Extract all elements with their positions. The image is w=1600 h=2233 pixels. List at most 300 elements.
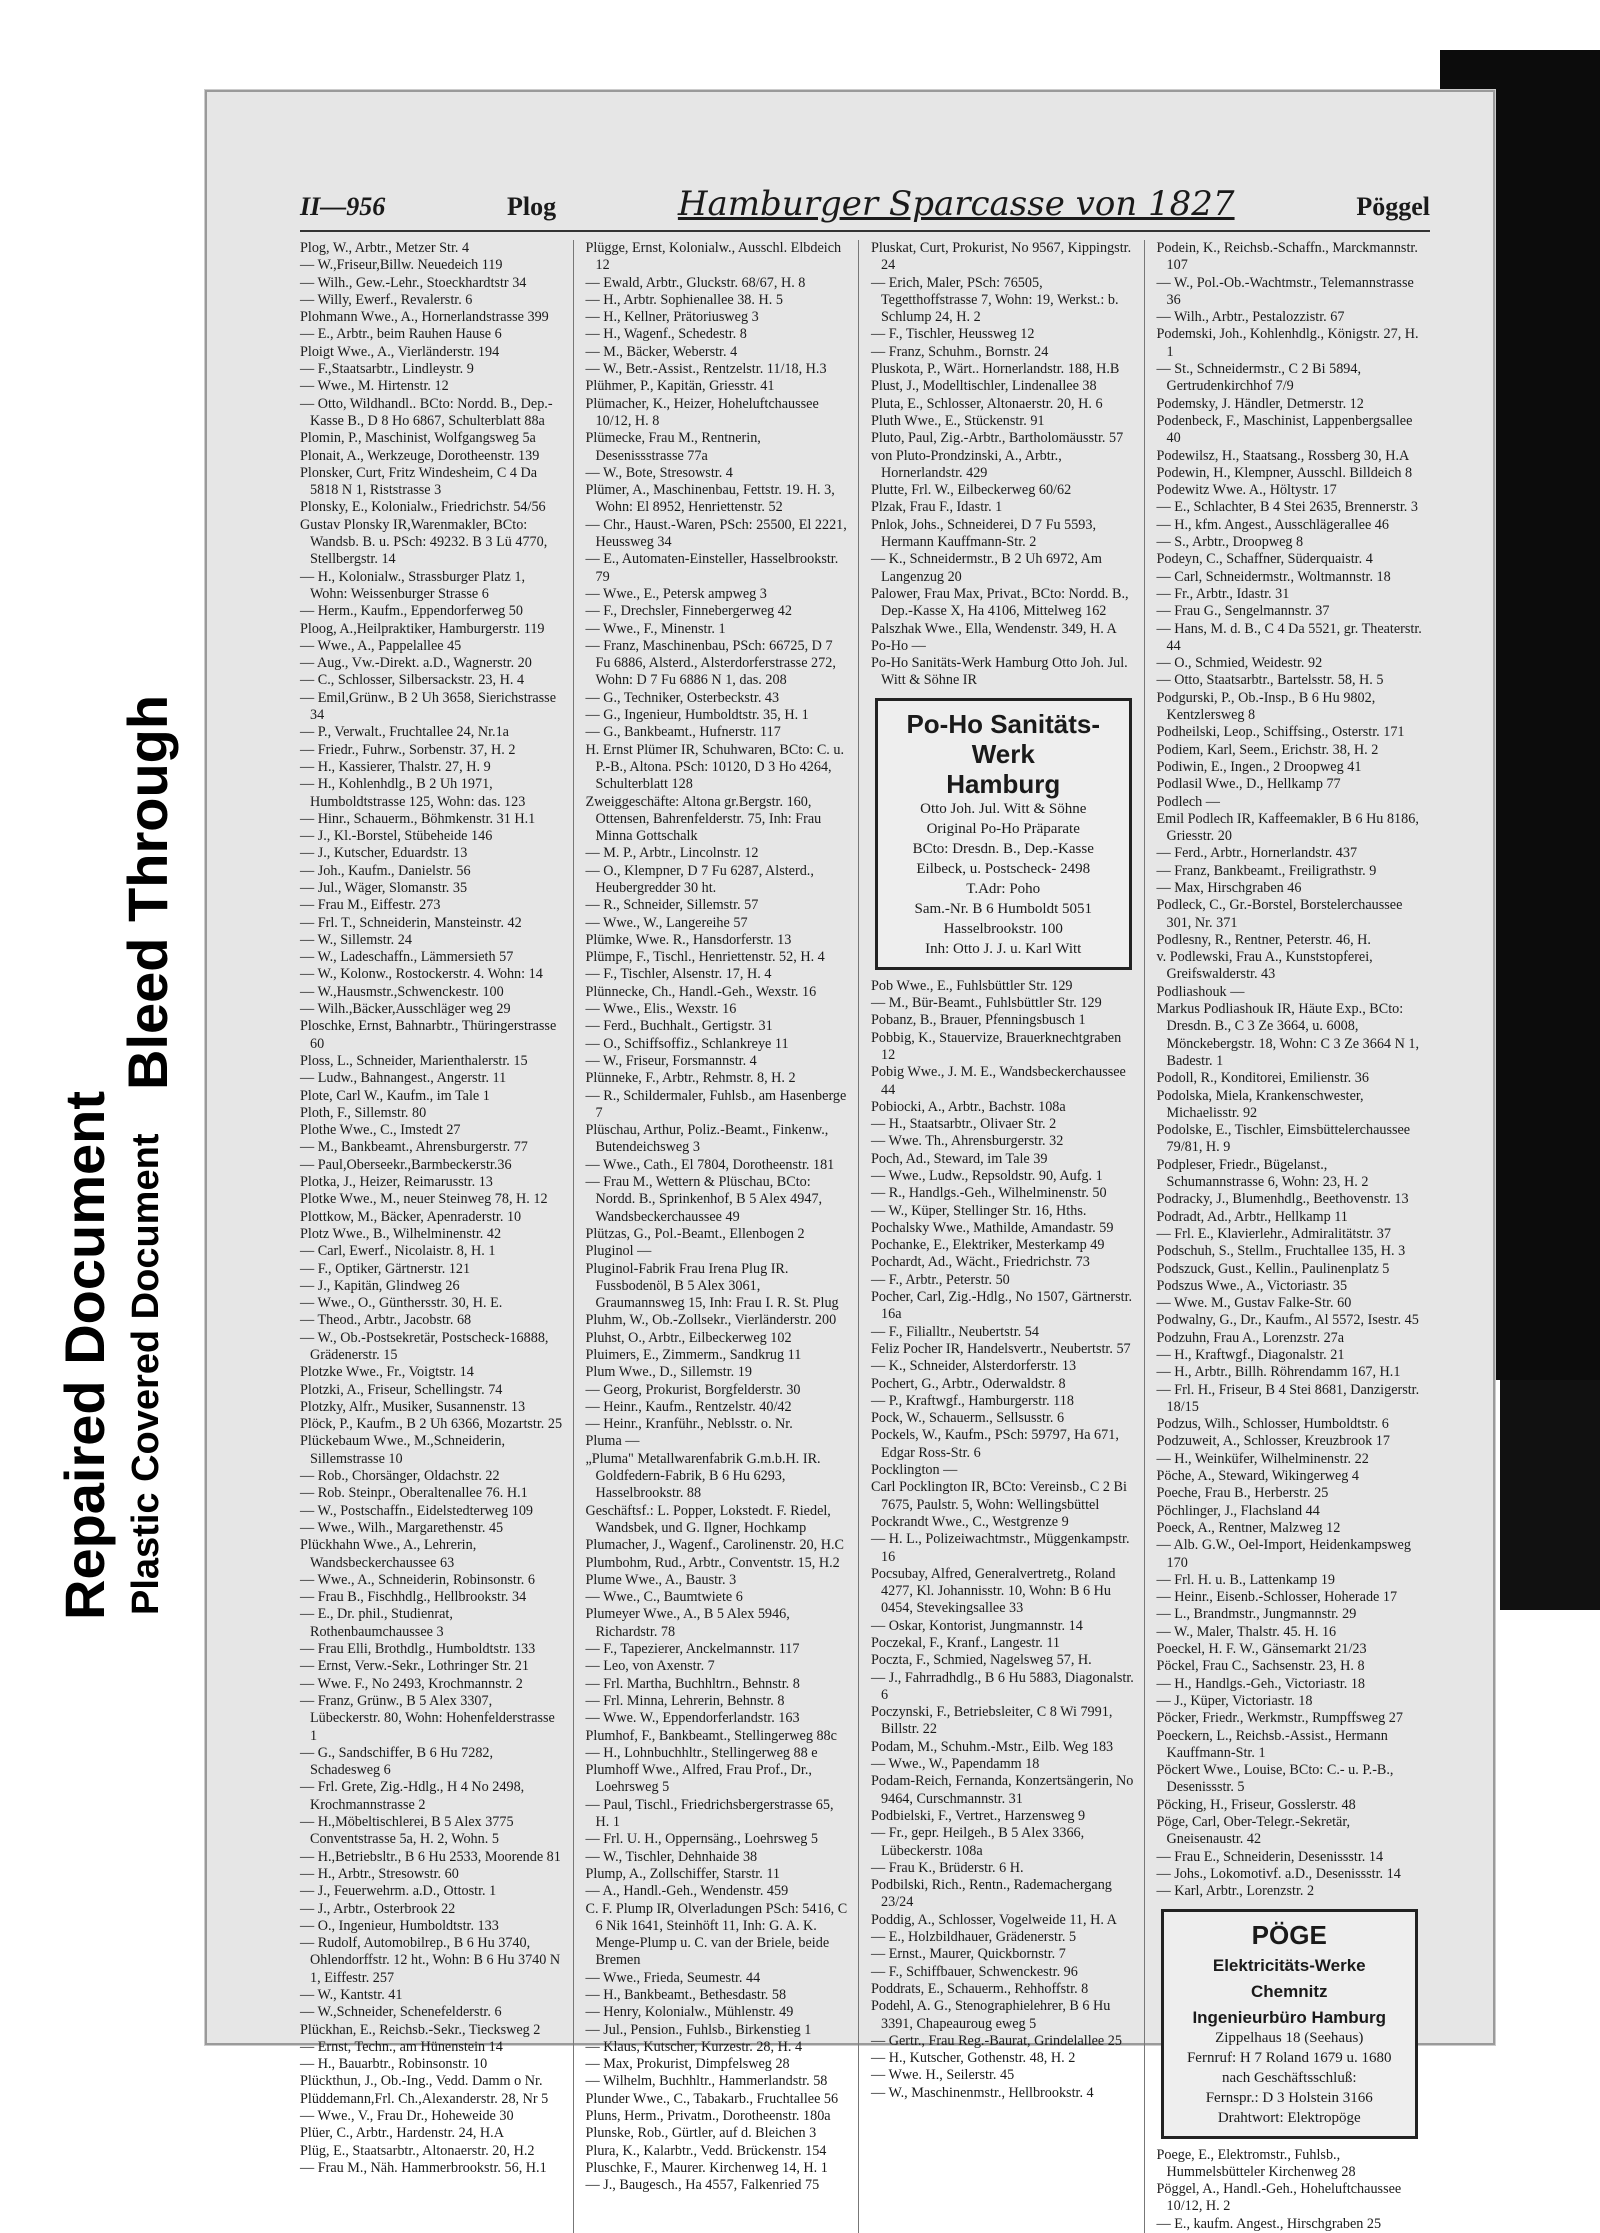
directory-entry: — J., Feuerwehrm. a.D., Ottostr. 1 bbox=[300, 1883, 497, 1900]
directory-entry: Plog, W., Arbtr., Metzer Str. 4 bbox=[300, 240, 470, 256]
directory-entry: Pocher, Carl, Zig.-Hdlg., No 1507, Gärtnerstr. 16a bbox=[871, 1289, 1133, 1323]
directory-entry: Poddig, A., Schlosser, Vogelweide 11, H. A bbox=[871, 1911, 1117, 1928]
directory-entry: Poeche, Frau B., Herberstr. 25 bbox=[1156, 1485, 1329, 1502]
directory-entry: Poege, E., Elektromstr., Fuhlsb., Hummelsbütteler Kirchenweg 28 bbox=[1156, 2146, 1356, 2180]
directory-entry: — J., Kl.-Borstel, Stübeheide 146 bbox=[300, 828, 493, 845]
directory-entry: Plünnecke, Ch., Handl.-Geh., Wexstr. 16 bbox=[585, 983, 817, 1000]
directory-entry: — H.,Betriebsltr., B 6 Hu 2533, Moorende 81 bbox=[300, 1848, 561, 1865]
directory-entry: — H. L., Polizeiwachtmstr., Müggenkampstr. 16 bbox=[871, 1531, 1130, 1565]
directory-entry: — O., Schmied, Weidestr. 92 bbox=[1156, 655, 1323, 672]
directory-entry: — R., Handlgs.-Geh., Wilhelminenstr. 50 bbox=[871, 1185, 1107, 1202]
directory-entry: — Wwe., Ludw., Repsoldstr. 90, Aufg. 1 bbox=[871, 1167, 1103, 1184]
directory-entry: — H., Handlgs.-Geh., Victoriastr. 18 bbox=[1156, 1675, 1366, 1692]
directory-entry: — Wwe., Cath., El 7804, Dorotheenstr. 181 bbox=[585, 1156, 835, 1173]
directory-entry: — Wwe. M., Gustav Falke-Str. 60 bbox=[1156, 1295, 1352, 1312]
directory-entry: — Frl. T., Schneiderin, Mansteinstr. 42 bbox=[300, 914, 522, 931]
directory-entry: Pluto, Paul, Zig.-Arbtr., Bartholomäusstr. 57 bbox=[871, 430, 1124, 447]
directory-entry: Podzuweit, A., Schlosser, Kreuzbrook 17 bbox=[1156, 1433, 1390, 1450]
directory-entry: — R., Schneider, Sillemstr. 57 bbox=[585, 897, 759, 914]
directory-entry: — H., Weinküfer, Wilhelminenstr. 22 bbox=[1156, 1450, 1369, 1467]
directory-entry: — Ewald, Arbtr., Gluckstr. 68/67, H. 8 bbox=[585, 274, 806, 291]
directory-entry: — Ernst, Techn., am Hünenstein 14 bbox=[300, 2038, 503, 2055]
directory-entry: Plunske, Rob., Gürtler, auf d. Bleichen 3 bbox=[585, 2125, 817, 2142]
directory-entry: — Wwe., A., Pappelallee 45 bbox=[300, 637, 462, 654]
directory-entry: Markus Podliashouk IR, Häute Exp., BCto: Dresdn. B., C 3 Ze 3664, u. 6008, Mönckebergstr. 18, Wohn: C 3 Ze 3664 N 1, Badestr. 1 bbox=[1156, 1001, 1420, 1069]
directory-entry: Podewilsz, H., Staatsang., Rossberg 30, H.A bbox=[1156, 447, 1410, 464]
directory-entry: — R., Schildermaler, Fuhlsb., am Hasenberge 7 bbox=[585, 1087, 847, 1121]
directory-entry: Pluginol — bbox=[585, 1243, 652, 1260]
directory-entry: — Leo, von Axenstr. 7 bbox=[585, 1658, 715, 1675]
directory-entry: Podein, K., Reichsb.-Schaffn., Marckmannstr. 107 bbox=[1156, 240, 1418, 274]
directory-entry: Pluma — bbox=[585, 1433, 640, 1450]
directory-entry: — Ferd., Buchhalt., Gertigstr. 31 bbox=[585, 1018, 773, 1035]
directory-entry: Pochalsky Wwe., Mathilde, Amandastr. 59 bbox=[871, 1219, 1114, 1236]
po-ho-ad-line5: Sam.-Nr. B 6 Humboldt 5051 bbox=[914, 900, 1092, 917]
directory-entry: — Chr., Haust.-Waren, PSch: 25500, El 2221, Heussweg 34 bbox=[585, 516, 847, 551]
directory-entry: Plühmer, P., Kapitän, Griesstr. 41 bbox=[585, 378, 775, 395]
directory-entry: Pöcker, Friedr., Werkmstr., Rumpffsweg 27 bbox=[1156, 1710, 1403, 1727]
directory-entry: Pöchlinger, J., Flachsland 44 bbox=[1156, 1502, 1320, 1519]
directory-entry: — Frl. Minna, Lehrerin, Behnstr. 8 bbox=[585, 1692, 785, 1709]
directory-entry: — Frau M., Wettern & Plüschau, BCto: Nordd. B., Sprinkenhof, B 5 Alex 4947, Wandsbeckerchaussee 49 bbox=[585, 1174, 823, 1225]
directory-entry: — Hans, M. d. B., C 4 Da 5521, gr. Theaterstr. 44 bbox=[1156, 620, 1422, 654]
directory-entry: — Frl. Martha, Buchhltrn., Behnstr. 8 bbox=[585, 1675, 800, 1692]
directory-entry: — Emil,Grünw., B 2 Uh 3658, Sierichstrasse 34 bbox=[300, 689, 557, 724]
directory-entry: Pocsubay, Alfred, Generalvertretg., Roland 4277, Kl. Johannisstr. 10, Wohn: B 6 Hu 0454, Stevekingsallee 33 bbox=[871, 1565, 1116, 1617]
directory-entry: — E., Automaten-Einsteller, Hasselbrookstr. 79 bbox=[585, 551, 839, 585]
directory-entry: Po-Ho — bbox=[871, 637, 926, 654]
directory-entry: Pochanke, E., Elektriker, Mesterkamp 49 bbox=[871, 1237, 1105, 1254]
directory-entry: — K., Schneidermstr., B 2 Uh 6972, Am Langenzug 20 bbox=[871, 551, 1102, 585]
directory-entry: Pöcking, H., Friseur, Gosslerstr. 48 bbox=[1156, 1796, 1356, 1813]
directory-entry: — H., Staatsarbtr., Olivaer Str. 2 bbox=[871, 1116, 1057, 1133]
overlay-label-plastic: Plastic Covered Document bbox=[125, 1133, 167, 1615]
directory-entry: — F., Tischler, Heussweg 12 bbox=[871, 326, 1035, 343]
directory-entry: — E., Schlachter, B 4 Stei 2635, Brennerstr. 3 bbox=[1156, 499, 1418, 516]
directory-entry: Podemsky, J. Händler, Detmerstr. 12 bbox=[1156, 395, 1364, 412]
directory-entry: Podschuh, S., Stellm., Fruchtallee 135, H. 3 bbox=[1156, 1243, 1406, 1260]
directory-entry: Emil Podlech IR, Kaffeemakler, B 6 Hu 8186, Griesstr. 20 bbox=[1156, 810, 1419, 845]
directory-entry: — Wwe. Th., Ahrensburgerstr. 32 bbox=[871, 1133, 1064, 1150]
directory-entry: Poch, Ad., Steward, im Tale 39 bbox=[871, 1150, 1048, 1167]
directory-entry: — Franz, Schuhm., Bornstr. 24 bbox=[871, 343, 1049, 360]
directory-entry: — S., Arbtr., Droopweg 8 bbox=[1156, 534, 1304, 551]
directory-entry: H. Ernst Plümer IR, Schuhwaren, BCto: C. u. P.-B., Altona. PSch: 10120, D 3 Ho 4264, Schulterblatt 128 bbox=[585, 741, 845, 793]
directory-entry: — Fr., gepr. Heilgeh., B 5 Alex 3366, Lübeckerstr. 108a bbox=[871, 1825, 1085, 1859]
directory-entry: Plümecke, Frau M., Rentnerin, Desenissstrasse 77a bbox=[585, 430, 761, 464]
directory-entry: — W.,Schneider, Schenefelderstr. 6 bbox=[300, 2004, 502, 2021]
scan-edge-shadow-lower bbox=[1500, 1380, 1600, 1610]
directory-entry: — Jul., Pension., Fuhlsb., Birkenstieg 1 bbox=[585, 2021, 812, 2038]
directory-entry: Poeck, A., Rentner, Malzweg 12 bbox=[1156, 1519, 1341, 1536]
directory-entry: — E., kaufm. Angest., Hirschgraben 25 bbox=[1156, 2215, 1382, 2232]
directory-entry: Ploigt Wwe., A., Vierländerstr. 194 bbox=[300, 343, 500, 360]
directory-entry: — G., Sandschiffer, B 6 Hu 7282, Schadesweg 6 bbox=[300, 1744, 494, 1779]
directory-entry: Pochardt, Ad., Wächt., Friedrichstr. 73 bbox=[871, 1254, 1090, 1271]
page-number: II—956 bbox=[300, 192, 386, 221]
directory-entry: — Ernst, Verw.-Sekr., Lothringer Str. 21 bbox=[300, 1658, 529, 1675]
po-ho-ad-line3: Eilbeck, u. Postscheck- 2498 bbox=[916, 860, 1091, 877]
directory-entry: Poeckel, H. F. W., Gänsemarkt 21/23 bbox=[1156, 1641, 1367, 1658]
po-ho-ad-line7: Inh: Otto J. J. u. Karl Witt bbox=[925, 940, 1082, 957]
directory-entry: — W., Maler, Thalstr. 45. H. 16 bbox=[1156, 1623, 1337, 1640]
directory-entry: Pluskota, P., Wärt.. Hornerlandstr. 188, H.B bbox=[871, 361, 1120, 378]
directory-entry: — H., Wagenf., Schedestr. 8 bbox=[585, 326, 747, 343]
directory-entry: Podlesny, R., Rentner, Peterstr. 46, H. bbox=[1156, 931, 1371, 948]
directory-entry: — Frl. Grete, Zig.-Hdlg., H 4 No 2498, Krochmannstrasse 2 bbox=[300, 1779, 525, 1813]
directory-entry: Plünneke, F., Arbtr., Rehmstr. 8, H. 2 bbox=[585, 1070, 796, 1087]
directory-entry: Plückebaum Wwe., M.,Schneiderin, Sillemstrasse 10 bbox=[300, 1433, 506, 1467]
directory-entry: Plonsker, Curt, Fritz Windesheim, C 4 Da 5818 N 1, Riststrasse 3 bbox=[300, 464, 538, 499]
directory-entry: — Frau E., Schneiderin, Desenissstr. 14 bbox=[1156, 1848, 1384, 1865]
directory-entry: — Wwe., Elis., Wexstr. 16 bbox=[585, 1001, 737, 1018]
directory-entry: — F., Tischler, Alsenstr. 17, H. 4 bbox=[585, 966, 772, 983]
directory-entry: — H., kfm. Angest., Ausschlägerallee 46 bbox=[1156, 516, 1389, 533]
directory-entry: Podolske, E., Tischler, Eimsbüttelerchaussee 79/81, H. 9 bbox=[1156, 1122, 1411, 1156]
directory-entry: — Wwe. H., Seilerstr. 45 bbox=[871, 2067, 1015, 2084]
directory-entry: — H., Kolonialw., Strassburger Platz 1, Wohn: Weissenburger Strasse 6 bbox=[300, 568, 526, 602]
directory-entry: — Friedr., Fuhrw., Sorbenstr. 37, H. 2 bbox=[300, 741, 516, 758]
poege-ad-line2: Fernruf: H 7 Roland 1679 u. 1680 bbox=[1186, 2049, 1392, 2066]
directory-entry: — W., Ob.-Postsekretär, Postscheck-16888, Grädenerstr. 15 bbox=[300, 1329, 549, 1363]
directory-entry: Plützas, G., Pol.-Beamt., Ellenbogen 2 bbox=[585, 1225, 805, 1242]
directory-entry: Plümer, A., Maschinenbau, Fettstr. 19. H. 3, Wohn: El 8952, Henriettenstr. 52 bbox=[585, 482, 835, 516]
directory-entry: — Wwe., O., Günthersstr. 30, H. E. bbox=[300, 1295, 503, 1312]
directory-entry: — Heinr., Eisenb.-Schlosser, Hoherade 17 bbox=[1156, 1589, 1398, 1606]
directory-entry: Plothe Wwe., C., Imstedt 27 bbox=[300, 1122, 461, 1139]
directory-entry: Podwalny, G., Dr., Kaufm., Al 5572, Isestr. 45 bbox=[1156, 1312, 1419, 1329]
directory-entry: — H., Lohnbuchhltr., Stellingerweg 88 e bbox=[585, 1744, 818, 1761]
directory-entry: — F., Schiffbauer, Schwenckestr. 96 bbox=[871, 1963, 1078, 1980]
directory-entry: Plunder Wwe., C., Tabakarb., Fruchtallee 56 bbox=[585, 2090, 839, 2107]
directory-entry: — E., Dr. phil., Studienrat, Rothenbaumchaussee 3 bbox=[300, 1606, 453, 1640]
directory-entry: Poddrats, E., Schauerm., Rehhoffstr. 8 bbox=[871, 1980, 1089, 1997]
directory-entry: Poczekal, F., Kranf., Langestr. 11 bbox=[871, 1635, 1061, 1651]
directory-entry: Pluskat, Curt, Prokurist, No 9567, Kippingstr. 24 bbox=[871, 240, 1132, 274]
directory-entry: — H., Kutscher, Gothenstr. 48, H. 2 bbox=[871, 2050, 1076, 2067]
directory-entry: Podiwin, E., Ingen., 2 Droopweg 41 bbox=[1156, 758, 1362, 775]
directory-entry: — Paul, Tischl., Friedrichsbergerstrasse 65, H. 1 bbox=[585, 1796, 834, 1831]
column-4 bbox=[1157, 240, 1431, 2233]
directory-entry: — J., Baugesch., Ha 4557, Falkenried 75 bbox=[585, 2177, 820, 2194]
directory-entry: Podoll, R., Konditorei, Emilienstr. 36 bbox=[1156, 1070, 1369, 1087]
directory-entry: v. Podlewski, Frau A., Kunststopferei, Greifswalderstr. 43 bbox=[1156, 949, 1373, 983]
directory-entry: — C., Schlosser, Silbersackstr. 23, H. 4 bbox=[300, 672, 525, 689]
directory-entry: Plottkow, M., Bäcker, Apenraderstr. 10 bbox=[300, 1208, 522, 1225]
directory-entry: Podleck, C., Gr.-Borstel, Borstelerchaussee 301, Nr. 371 bbox=[1156, 897, 1403, 931]
directory-page bbox=[205, 90, 1495, 2232]
directory-entry: — Hinr., Schauerm., Böhmkenstr. 31 H.1 bbox=[300, 810, 536, 827]
directory-entry: Pöckert Wwe., Louise, BCto: C.- u. P.-B., Desenissstr. 5 bbox=[1156, 1762, 1394, 1796]
directory-entry: — Franz, Maschinenbau, PSch: 66725, D 7 Fu 6886, Alsterd., Alsterdorferstrasse 272, Wohn: D 7 Fu 6886 N 1, das. 208 bbox=[585, 637, 836, 689]
directory-entry: — Ernst., Maurer, Quickbornstr. 7 bbox=[871, 1946, 1066, 1963]
directory-entry: — W., Sillemstr. 24 bbox=[300, 931, 412, 948]
directory-entry: Plump, A., Zollschiffer, Starstr. 11 bbox=[585, 1865, 781, 1882]
directory-entry: Pluta, E., Schlosser, Altonaerstr. 20, H. 6 bbox=[871, 395, 1103, 412]
directory-entry: — Wwe., F., Minenstr. 1 bbox=[585, 620, 726, 637]
directory-entry: — Erich, Maler, PSch: 76505, Tegetthoffstrasse 7, Wohn: 19, Werkst.: b. Schlump 24, H. 2 bbox=[871, 274, 1119, 326]
directory-entry: Plohmann Wwe., A., Hornerlandstrasse 399 bbox=[300, 309, 549, 326]
directory-entry: — Wwe., Frieda, Seumestr. 44 bbox=[585, 1969, 761, 1986]
directory-entry: — F., Arbtr., Peterstr. 50 bbox=[871, 1271, 1010, 1288]
directory-entry: — Frau K., Brüderstr. 6 H. bbox=[871, 1859, 1024, 1876]
directory-entry: — Frau M., Eiffestr. 273 bbox=[300, 897, 441, 914]
directory-entry: — W., Pol.-Ob.-Wachtmstr., Telemannstrasse 36 bbox=[1156, 274, 1414, 308]
directory-entry: — Franz, Grünw., B 5 Alex 3307, Lübeckerstr. 80, Wohn: Hohenfelderstrasse 1 bbox=[300, 1692, 555, 1744]
directory-entry: Plügge, Ernst, Kolonialw., Ausschl. Elbdeich 12 bbox=[585, 240, 842, 274]
directory-entry: — F., Tapezierer, Anckelmannstr. 117 bbox=[585, 1641, 800, 1658]
directory-entry: Podam, M., Schuhm.-Mstr., Eilb. Weg 183 bbox=[871, 1738, 1114, 1755]
directory-entry: — M., Bankbeamt., Ahrensburgerstr. 77 bbox=[300, 1139, 528, 1156]
directory-entry: — H., Arbtr., Billh. Röhrendamm 167, H.1 bbox=[1156, 1364, 1401, 1381]
directory-entry: — W., Küper, Stellinger Str. 16, Hths. bbox=[871, 1202, 1087, 1219]
poege-advertisement bbox=[1161, 1909, 1419, 2139]
directory-entry: Zweiggeschäfte: Altona gr.Bergstr. 160, Ottensen, Bahrenfelderstr. 75, Inh: Frau Minna Gottschalk bbox=[585, 793, 822, 845]
directory-entry: — H., Bankbeamt., Bethesdastr. 58 bbox=[585, 1986, 787, 2003]
directory-entry: — Wilh., Arbtr., Pestalozzistr. 67 bbox=[1156, 309, 1345, 326]
directory-entry: — O., Klempner, D 7 Fu 6287, Alsterd., Heubergredder 30 ht. bbox=[585, 862, 814, 896]
directory-entry: — Frl. H. u. B., Lattenkamp 19 bbox=[1156, 1571, 1336, 1588]
directory-entry: — Wwe., M. Hirtenstr. 12 bbox=[300, 378, 449, 395]
directory-entry: — Aug., Vw.-Direkt. a.D., Wagnerstr. 20 bbox=[300, 655, 532, 672]
header-logo: Hamburger Sparcasse von 1827 bbox=[677, 184, 1235, 224]
directory-entry: Podszus Wwe., A., Victoriastr. 35 bbox=[1156, 1277, 1348, 1294]
directory-entry: — Rob. Steinpr., Oberaltenallee 76. H.1 bbox=[300, 1485, 528, 1502]
directory-entry: Plum Wwe., D., Sillemstr. 19 bbox=[585, 1364, 752, 1381]
directory-entry: „Pluma" Metallwarenfabrik G.m.b.H. IR. Goldfedern-Fabrik, B 6 Hu 6293, Hasselbrookstr. 88 bbox=[585, 1450, 821, 1502]
directory-entry: — Georg, Prokurist, Borgfelderstr. 30 bbox=[585, 1381, 801, 1398]
directory-entry: Plotz Wwe., B., Wilhelminenstr. 42 bbox=[300, 1225, 502, 1242]
directory-entry: — Carl, Schneidermstr., Woltmannstr. 18 bbox=[1156, 568, 1391, 585]
directory-entry: Plote, Carl W., Kaufm., im Tale 1 bbox=[300, 1087, 490, 1104]
directory-columns bbox=[300, 240, 1430, 2232]
directory-entry: Plura, K., Kalarbtr., Vedd. Brückenstr. 154 bbox=[585, 2142, 827, 2159]
poege-ad-sub3: Ingenieurbüro Hamburg bbox=[1192, 2007, 1387, 2027]
directory-entry: — Frau M., Näh. Hammerbrookstr. 56, H.1 bbox=[300, 2159, 547, 2176]
directory-entry: Po-Ho Sanitäts-Werk Hamburg Otto Joh. Jul. Witt & Söhne IR bbox=[871, 655, 1128, 689]
directory-entry: — Herm., Kaufm., Eppendorferweg 50 bbox=[300, 603, 523, 620]
poege-ad-sub1: Elektricitäts-Werke bbox=[1212, 1955, 1366, 1975]
directory-entry: — Karl, Arbtr., Lorenzstr. 2 bbox=[1156, 1883, 1315, 1900]
page-header bbox=[300, 160, 1430, 232]
directory-entry: — Wwe., W., Langereihe 57 bbox=[585, 914, 748, 931]
directory-entry: — H., Arbtr., Stresowstr. 60 bbox=[300, 1865, 459, 1882]
directory-entry: Ploog, A.,Heilpraktiker, Hamburgerstr. 119 bbox=[300, 620, 545, 637]
directory-entry: — Frl. H., Friseur, B 4 Stei 8681, Danzigerstr. 18/15 bbox=[1156, 1381, 1420, 1415]
directory-entry: Podewin, H., Klempner, Ausschl. Billdeich 8 bbox=[1156, 464, 1413, 481]
directory-entry: Plutte, Frl. W., Eilbeckerweg 60/62 bbox=[871, 482, 1072, 499]
directory-entry: Podiem, Karl, Seem., Erichstr. 38, H. 2 bbox=[1156, 741, 1379, 758]
directory-entry: — Alb. G.W., Oel-Import, Heidenkampsweg 170 bbox=[1156, 1537, 1411, 1571]
directory-entry: Plust, J., Modelltischler, Lindenallee 38 bbox=[871, 378, 1097, 395]
directory-entry: Plotzke Wwe., Fr., Voigtstr. 14 bbox=[300, 1364, 474, 1381]
poege-ad-line1: Zippelhaus 18 (Seehaus) bbox=[1215, 2029, 1364, 2046]
overlay-label-repaired: Repaired Document bbox=[53, 1091, 116, 1620]
directory-entry: — Willy, Ewerf., Revalerstr. 6 bbox=[300, 291, 473, 308]
directory-entry: Plümacher, K., Heizer, Hoheluftchaussee 10/12, H. 8 bbox=[585, 395, 819, 429]
directory-entry: Poczta, F., Schmied, Nagelsweg 57, H. bbox=[871, 1652, 1092, 1669]
directory-entry: Pöckel, Frau C., Sachsenstr. 23, H. 8 bbox=[1156, 1658, 1365, 1675]
directory-entry: Podradt, Ad., Arbtr., Hellkamp 11 bbox=[1156, 1208, 1348, 1225]
directory-entry: — Ludw., Bahnangest., Angerstr. 11 bbox=[300, 1070, 507, 1087]
directory-entry: — H., Kohlenhdlg., B 2 Uh 1971, Humboldtstrasse 125, Wohn: das. 123 bbox=[300, 776, 526, 810]
directory-entry: Palower, Frau Max, Privat., BCto: Nordd. B., Dep.-Kasse X, Ha 4106, Mittelweg 162 bbox=[871, 585, 1129, 620]
directory-entry: Podzuhn, Frau A., Lorenzstr. 27a bbox=[1156, 1329, 1345, 1346]
column-2 bbox=[586, 240, 860, 2233]
directory-entry: — Max, Hirschgraben 46 bbox=[1156, 879, 1302, 896]
directory-entry: — F., Optiker, Gärtnerstr. 121 bbox=[300, 1260, 471, 1277]
directory-entry: — H., Bauarbtr., Robinsonstr. 10 bbox=[300, 2056, 488, 2073]
directory-entry: — W., Friseur, Forsmannstr. 4 bbox=[585, 1052, 757, 1069]
directory-entry: Plzak, Frau F., Idastr. 1 bbox=[871, 499, 1003, 516]
po-ho-ad-line1: Original Po-Ho Präparate bbox=[926, 820, 1080, 837]
directory-entry: — Rudolf, Automobilrep., B 6 Hu 3740, Ohlendorffstr. 12 ht., Wohn: B 6 Hu 3740 N 1, Eiffestr. 257 bbox=[300, 1935, 561, 1986]
directory-entry: Pluimers, E., Zimmerm., Sandkrug 11 bbox=[585, 1347, 802, 1363]
directory-entry: — Otto, Wildhandl.. BCto: Nordd. B., Dep.-Kasse B., D 8 Ho 6867, Schulterblatt 88a bbox=[300, 395, 553, 429]
poege-ad-sub2: Chemnitz bbox=[1251, 1981, 1328, 2001]
directory-entry: — Otto, Staatsarbtr., Bartelsstr. 58, H. 5 bbox=[1156, 672, 1384, 689]
directory-entry: Pocklington — bbox=[871, 1462, 958, 1479]
directory-entry: Plüddemann,Frl. Ch.,Alexanderstr. 28, Nr 5 bbox=[300, 2090, 549, 2107]
column-1 bbox=[300, 240, 574, 2233]
directory-entry: Plumeyer Wwe., A., B 5 Alex 5946, Richardstr. 78 bbox=[585, 1606, 790, 1640]
directory-entry: Pobiocki, A., Arbtr., Bachstr. 108a bbox=[871, 1098, 1066, 1115]
directory-entry: — G., Techniker, Osterbeckstr. 43 bbox=[585, 689, 780, 706]
poege-ad-line5: Drahtwort: Elektropöge bbox=[1217, 2109, 1361, 2126]
po-ho-ad-line4: T.Adr: Poho bbox=[966, 880, 1041, 897]
po-ho-ad-title2: Hamburg bbox=[946, 768, 1061, 799]
directory-entry: — Henry, Kolonialw., Mühlenstr. 49 bbox=[585, 2004, 794, 2021]
directory-entry: Plöck, P., Kaufm., B 2 Uh 6366, Mozartstr. 25 bbox=[300, 1416, 563, 1433]
directory-entry: — Oskar, Kontorist, Jungmannstr. 14 bbox=[871, 1617, 1083, 1634]
directory-entry: Palszhak Wwe., Ella, Wendenstr. 349, H. A bbox=[871, 620, 1117, 637]
directory-entry: Podgurski, P., Ob.-Insp., B 6 Hu 9802, Kentzlersweg 8 bbox=[1156, 689, 1376, 724]
directory-entry: — Klaus, Kutscher, Kurzestr. 28, H. 4 bbox=[585, 2038, 803, 2055]
directory-entry: Pockels, W., Kaufm., PSch: 59797, Ha 671, Edgar Ross-Str. 6 bbox=[871, 1427, 1119, 1461]
directory-entry: — Frau G., Sengelmannstr. 37 bbox=[1156, 603, 1330, 620]
directory-entry: — Wwe., E., Petersk ampweg 3 bbox=[585, 585, 767, 602]
directory-entry: von Pluto-Prondzinski, A., Arbtr., Hornerlandstr. 429 bbox=[871, 447, 1062, 481]
directory-entry: — J., Kapitän, Glindweg 26 bbox=[300, 1277, 460, 1294]
directory-entry: — H., Kellner, Prätoriusweg 3 bbox=[585, 309, 759, 326]
directory-entry: — Frl. U. H., Oppernsäng., Loehrsweg 5 bbox=[585, 1831, 818, 1848]
directory-entry: Plüschau, Arthur, Poliz.-Beamt., Finkenw., Butendeichsweg 3 bbox=[585, 1122, 829, 1156]
directory-entry: — W.,Hausmstr.,Schwenckestr. 100 bbox=[300, 983, 504, 1000]
directory-entry: — Franz, Bankbeamt., Freiligrathstr. 9 bbox=[1156, 862, 1377, 879]
directory-entry: Podbielski, F., Vertret., Harzensweg 9 bbox=[871, 1807, 1086, 1824]
directory-entry: Podeyn, C., Schaffner, Süderquaistr. 4 bbox=[1156, 551, 1373, 568]
directory-entry: — Johs., Lokomotivf. a.D., Desenissstr. 14 bbox=[1156, 1865, 1401, 1882]
directory-entry: — G., Bankbeamt., Hufnerstr. 117 bbox=[585, 724, 781, 741]
directory-entry: Pluginol-Fabrik Frau Irena Plug IR. Fussbodenöl, B 5 Alex 3061, Graumannsweg 15, Inh: Frau I. R. St. Plug bbox=[585, 1260, 839, 1312]
directory-entry: — G., Ingenieur, Humboldtstr. 35, H. 1 bbox=[585, 707, 809, 724]
directory-entry: Pobanz, B., Brauer, Pfenningsbusch 1 bbox=[871, 1012, 1086, 1029]
directory-entry: — Wilh., Gew.-Lehr., Stoeckhardtstr 34 bbox=[300, 274, 527, 291]
directory-entry: Podszuck, Gust., Kellin., Paulinenplatz 5 bbox=[1156, 1260, 1390, 1277]
directory-entry: Podolska, Miela, Krankenschwester, Michaelisstr. 92 bbox=[1156, 1087, 1364, 1121]
directory-entry: — Max, Prokurist, Dimpfelsweg 28 bbox=[585, 2056, 790, 2073]
directory-entry: — Gertr., Frau Reg.-Baurat, Grindelallee 25 bbox=[871, 2032, 1122, 2049]
directory-entry: — W., Kolonw., Rostockerstr. 4. Wohn: 14 bbox=[300, 966, 543, 983]
directory-entry: — Theod., Arbtr., Jacobstr. 68 bbox=[300, 1312, 472, 1329]
directory-entry: Podpleser, Friedr., Bügelanst., Schumannstrasse 6, Wohn: 23, H. 2 bbox=[1156, 1156, 1369, 1191]
directory-entry: — W.,Friseur,Billw. Neuedeich 119 bbox=[300, 257, 503, 274]
directory-entry: Plonsky, E., Kolonialw., Friedrichstr. 54/56 bbox=[300, 499, 546, 516]
directory-entry: Podheilski, Leop., Schiffsing., Osterstr. 171 bbox=[1156, 724, 1405, 741]
directory-entry: Geschäftsf.: L. Popper, Lokstedt. F. Riedel, Wandsbek, und G. Ilgner, Hochkamp bbox=[585, 1502, 831, 1536]
po-ho-ad-title1: Po-Ho Sanitäts-Werk bbox=[906, 708, 1101, 769]
directory-entry: — Frau Elli, Brothdlg., Humboldtstr. 133 bbox=[300, 1641, 536, 1658]
directory-entry: — M. P., Arbtr., Lincolnstr. 12 bbox=[585, 845, 759, 862]
directory-entry: Plumhoff Wwe., Alfred, Frau Prof., Dr., Loehrsweg 5 bbox=[585, 1762, 812, 1796]
directory-entry: Ploss, L., Schneider, Marienthalerstr. 15 bbox=[300, 1052, 528, 1069]
directory-entry: — Wilh.,Bäcker,Ausschläger weg 29 bbox=[300, 1001, 511, 1018]
directory-entry: — Wilhelm, Buchhltr., Hammerlandstr. 58 bbox=[585, 2073, 828, 2090]
directory-entry: Plonait, A., Werkzeuge, Dorotheenstr. 139 bbox=[300, 447, 540, 464]
directory-entry: Pöche, A., Steward, Wikingerweg 4 bbox=[1156, 1468, 1359, 1485]
directory-entry: — L., Brandmstr., Jungmannstr. 29 bbox=[1156, 1606, 1357, 1623]
poege-ad-line4: Fernspr.: D 3 Holstein 3166 bbox=[1205, 2089, 1373, 2106]
directory-entry: Pöggel, A., Handl.-Geh., Hoheluftchaussee 10/12, H. 2 bbox=[1156, 2181, 1402, 2215]
directory-entry: Poczynski, F., Betriebsleiter, C 8 Wi 7991, Billstr. 22 bbox=[871, 1704, 1113, 1738]
directory-entry: — Fr., Arbtr., Idastr. 31 bbox=[1156, 585, 1290, 602]
directory-entry: — Wwe., Wilh., Margarethenstr. 45 bbox=[300, 1519, 504, 1536]
directory-entry: Pluns, Herm., Privatm., Dorotheenstr. 180a bbox=[585, 2108, 831, 2125]
directory-entry: — Wwe. W., Eppendorferlandstr. 163 bbox=[585, 1710, 800, 1727]
column-3 bbox=[871, 240, 1145, 2233]
directory-entry: Pob Wwe., E., Fuhlsbüttler Str. 129 bbox=[871, 977, 1073, 994]
directory-entry: — Frl. E., Klavierlehr., Admiralitätstr. 37 bbox=[1156, 1225, 1391, 1242]
po-ho-ad-firm: Otto Joh. Jul. Witt & Söhne bbox=[920, 800, 1087, 817]
directory-entry: Ploschke, Ernst, Bahnarbtr., Thüringerstrasse 60 bbox=[300, 1018, 557, 1052]
directory-entry: Poeckern, L., Reichsb.-Assist., Hermann Kauffmann-Str. 1 bbox=[1156, 1727, 1388, 1761]
directory-entry: — E., Holzbildhauer, Grädenerstr. 5 bbox=[871, 1929, 1077, 1946]
directory-entry: Plückthun, J., Ob.-Ing., Vedd. Damm o Nr. bbox=[300, 2073, 543, 2090]
directory-entry: — Heinr., Kranführ., Neblsstr. o. Nr. bbox=[585, 1416, 793, 1433]
directory-entry: Pockrandt Wwe., C., Westgrenze 9 bbox=[871, 1513, 1069, 1530]
directory-entry: Plumacher, J., Wagenf., Carolinenstr. 20, H.C bbox=[585, 1537, 844, 1554]
directory-entry: — W., Postschaffn., Eidelstedterweg 109 bbox=[300, 1502, 534, 1519]
directory-entry: Pluhst, O., Arbtr., Eilbeckerweg 102 bbox=[585, 1329, 792, 1346]
directory-entry: — W., Bote, Stresowstr. 4 bbox=[585, 464, 733, 481]
directory-entry: Podenbeck, F., Maschinist, Lappenbergsallee 40 bbox=[1156, 412, 1413, 447]
directory-entry: Pochert, G., Arbtr., Oderwaldstr. 8 bbox=[871, 1375, 1066, 1392]
directory-entry: — A., Handl.-Geh., Wendenstr. 459 bbox=[585, 1883, 789, 1900]
directory-entry: — H., Kraftwgf., Diagonalstr. 21 bbox=[1156, 1347, 1345, 1363]
directory-entry: Plumhof, F., Bankbeamt., Stellingerweg 88c bbox=[585, 1727, 837, 1744]
directory-entry: — W., Maschinenmstr., Hellbrookstr. 4 bbox=[871, 2084, 1094, 2101]
directory-entry: Plückhahn Wwe., A., Lehrerin, Wandsbeckerchaussee 63 bbox=[300, 1537, 477, 1571]
directory-entry: — W., Betr.-Assist., Rentzelstr. 11/18, H.3 bbox=[585, 361, 827, 378]
directory-entry: — Wwe., W., Papendamm 18 bbox=[871, 1756, 1040, 1773]
directory-entry: — Rob., Chorsänger, Oldachstr. 22 bbox=[300, 1468, 500, 1485]
directory-entry: Plümpe, F., Tischl., Henriettenstr. 52, H. 4 bbox=[585, 949, 825, 966]
directory-entry: — J., Fahrradhdlg., B 6 Hu 5883, Diagonalstr. 6 bbox=[871, 1669, 1134, 1703]
directory-entry: Podemski, Joh., Kohlenhdlg., Königstr. 27, H. 1 bbox=[1156, 326, 1419, 360]
directory-entry: — Wwe., A., Schneiderin, Robinsonstr. 6 bbox=[300, 1571, 535, 1588]
directory-entry: Plümke, Wwe. R., Hansdorferstr. 13 bbox=[585, 931, 792, 948]
directory-entry: Podam-Reich, Fernanda, Konzertsängerin, No 9464, Curschmannstr. 31 bbox=[871, 1773, 1134, 1807]
directory-entry: Plomin, P., Maschinist, Wolfgangsweg 5a bbox=[300, 430, 536, 447]
directory-entry: — Jul., Wäger, Slomanstr. 35 bbox=[300, 879, 468, 896]
directory-entry: Podehl, A. G., Stenographielehrer, B 6 Hu 3391, Chapeauroug eweg 5 bbox=[871, 1998, 1111, 2032]
directory-entry: Pobig Wwe., J. M. E., Wandsbeckerchaussee 44 bbox=[871, 1064, 1126, 1098]
directory-entry: — Carl, Ewerf., Nicolaistr. 8, H. 1 bbox=[300, 1243, 496, 1260]
header-left-word: Plog bbox=[507, 192, 557, 221]
directory-entry: Pock, W., Schauerm., Sellsusstr. 6 bbox=[871, 1410, 1065, 1427]
directory-entry: — Frau B., Fischhdlg., Hellbrookstr. 34 bbox=[300, 1589, 527, 1606]
directory-entry: — St., Schneidermstr., C 2 Bi 5894, Gertrudenkirchhof 7/9 bbox=[1156, 361, 1362, 395]
